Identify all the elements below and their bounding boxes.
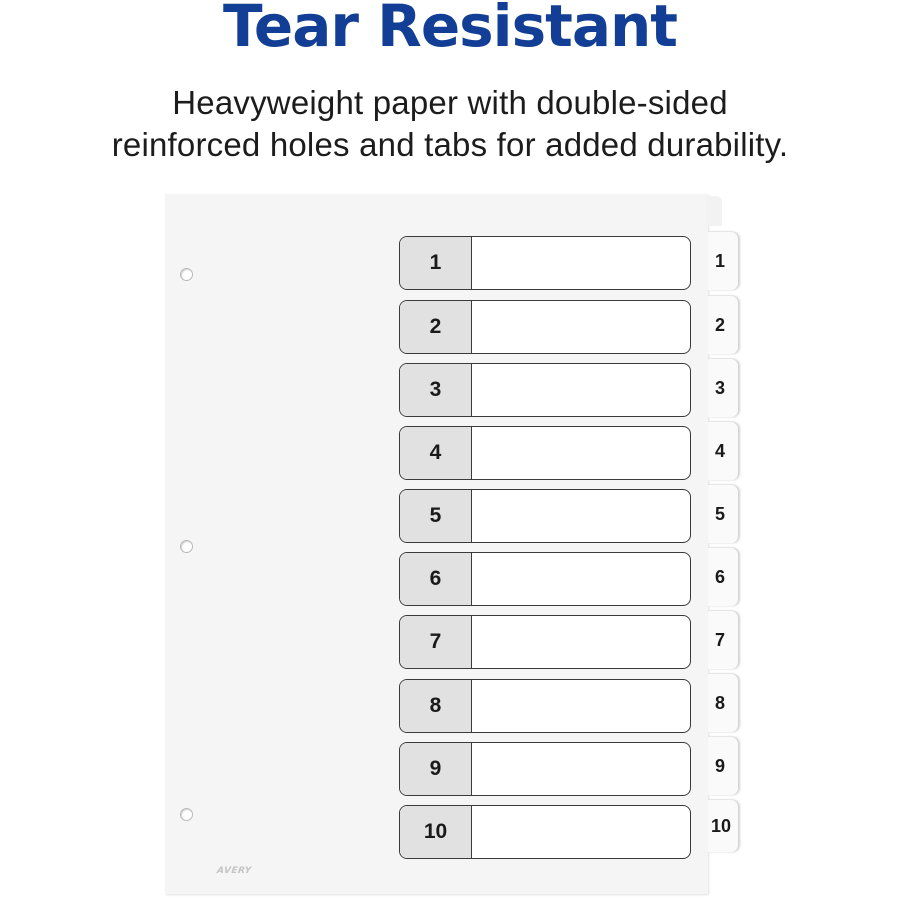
divider-tab-label: 3 (714, 377, 725, 398)
toc-entry-number: 4 (400, 427, 472, 479)
toc-entry[interactable] (399, 615, 691, 669)
avery-logo: AVERY (216, 866, 253, 876)
divider-tab-label: 9 (714, 755, 725, 776)
toc-entry-number: 7 (400, 616, 472, 668)
toc-entry[interactable] (399, 489, 691, 543)
toc-entry[interactable] (399, 236, 691, 290)
toc-entry-number: 3 (400, 364, 472, 416)
divider-tab[interactable] (708, 359, 738, 417)
sheet-corner (706, 196, 722, 226)
divider-tab[interactable] (708, 737, 738, 795)
toc-entry[interactable] (399, 426, 691, 480)
divider-tab-label: 1 (714, 250, 725, 271)
toc-entry[interactable] (399, 679, 691, 733)
divider-tab-label: 8 (714, 692, 725, 713)
toc-entry-number: 1 (400, 237, 472, 289)
toc-entry-number: 9 (400, 743, 472, 795)
toc-entry-number: 6 (400, 553, 472, 605)
headline: Tear Resistant (223, 0, 677, 60)
toc-entry[interactable] (399, 300, 691, 354)
divider-tab-label: 2 (714, 314, 725, 335)
divider-tab[interactable] (708, 296, 738, 354)
divider-tab[interactable] (708, 422, 738, 480)
toc-entry[interactable] (399, 552, 691, 606)
divider-tab[interactable] (708, 548, 738, 606)
punch-hole-top (180, 268, 193, 281)
subtitle-line-2: reinforced holes and tabs for added durability. (111, 126, 789, 163)
divider-tab-label: 5 (714, 503, 725, 524)
divider-tab[interactable] (708, 232, 738, 290)
subtitle-line-1: Heavyweight paper with double-sided (172, 84, 728, 121)
toc-entry-number: 2 (400, 301, 472, 353)
toc-entry[interactable] (399, 742, 691, 796)
toc-entry-number: 10 (400, 806, 472, 858)
divider-tab-label: 7 (714, 629, 725, 650)
divider-tab-label: 6 (714, 566, 725, 587)
divider-tab[interactable] (708, 674, 738, 732)
toc-entry-number: 8 (400, 680, 472, 732)
divider-tab-label: 10 (710, 815, 732, 836)
punch-hole-middle (180, 540, 193, 553)
toc-entry[interactable] (399, 363, 691, 417)
divider-tab[interactable] (708, 800, 738, 852)
punch-hole-bottom (180, 808, 193, 821)
toc-entry-number: 5 (400, 490, 472, 542)
divider-tab-label: 4 (714, 440, 725, 461)
divider-tab[interactable] (708, 485, 738, 543)
divider-tab[interactable] (708, 611, 738, 669)
toc-entry[interactable] (399, 805, 691, 859)
